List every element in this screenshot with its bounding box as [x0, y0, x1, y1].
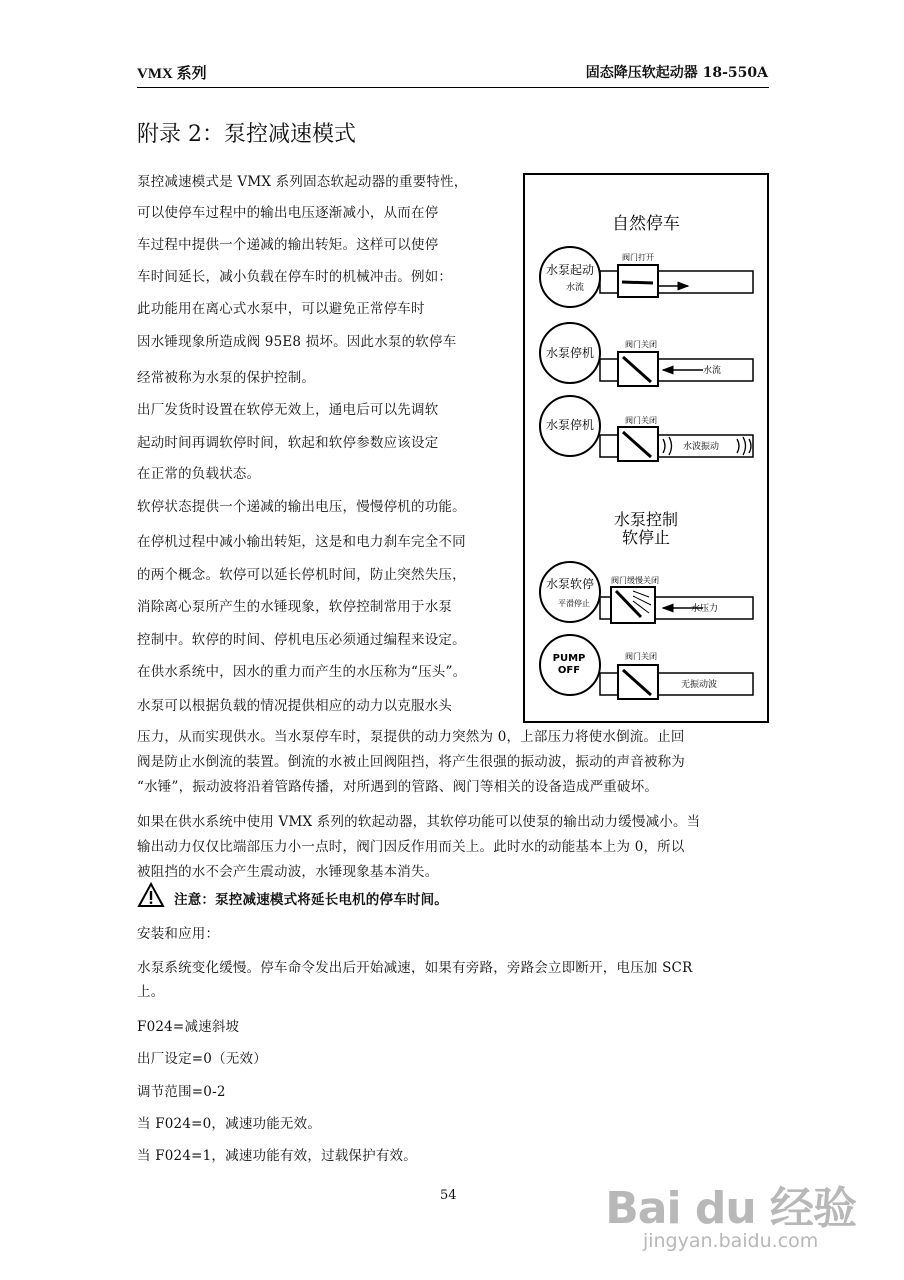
warning-icon	[137, 882, 165, 908]
body-line: 此功能用在离心式水泵中，可以避免正常停车时	[137, 301, 425, 317]
valve-label: 阀门关闭	[625, 340, 657, 349]
body-line: 控制中。软停的时间、停机电压必须通过编程来设定。	[137, 632, 466, 648]
header-series: VMX 系列	[137, 66, 207, 82]
body-line: 车时间延长，减小负载在停车时的机械冲击。例如：	[137, 269, 453, 285]
body-line: 压力，从而实现供水。当水泵停车时，泵提供的动力突然为 0，上部压力将使水倒流。止回	[137, 729, 685, 745]
body-line: 水泵可以根据负载的情况提供相应的动力以克服水头	[137, 698, 453, 714]
body-line: 水泵系统变化缓慢。停车命令发出后开始减速，如果有旁路，旁路会立即断开，电压加 SCR	[137, 960, 693, 976]
page-title: 附录 2：泵控减速模式	[137, 122, 356, 147]
header-rule	[137, 87, 769, 88]
body-line: 经常被称为水泵的保护控制。	[137, 370, 316, 386]
param-line: 当 F024=1，减速功能有效，过载保护有效。	[137, 1148, 417, 1164]
watermark-logo: Bai du 经验	[605, 1183, 856, 1234]
body-line: 在停机过程中减小输出转矩，这是和电力刹车完全不同	[137, 534, 466, 550]
pump-label: 水泵软停	[545, 577, 595, 591]
pump-control-title: 水泵控制	[613, 510, 679, 529]
body-line: 输出动力仅仅比端部压力小一点时，阀门因反作用而关上。此时水的动能基本上为 0，所以	[137, 839, 685, 855]
pump-stop-diagram	[523, 173, 769, 723]
pump-label: 水泵停机	[545, 418, 595, 432]
body-line: 起动时间再调软停时间，软起和软停参数应该设定	[137, 435, 439, 451]
body-line: 阀是防止水倒流的装置。倒流的水被止回阀阻挡，将产生很强的振动波，振动的声音被称为	[137, 754, 685, 770]
body-line: 在供水系统中，因水的重力而产生的水压称为“压头”。	[137, 664, 467, 680]
body-line: 可以使停车过程中的输出电压逐渐减小，从而在停	[137, 205, 439, 221]
valve-label: 阀门关闭	[625, 416, 657, 425]
body-line: 出厂发货时设置在软停无效上，通电后可以先调软	[137, 402, 439, 418]
body-line: “水锤”，振动波将沿着管路传播，对所遇到的管路、阀门等相关的设备造成严重破坏。	[137, 779, 659, 795]
valve-label: 阀门关闭	[625, 652, 657, 661]
pump-label: 水泵停机	[545, 346, 595, 360]
watermark-url: jingyan.baidu.com	[642, 1230, 819, 1252]
body-line: 泵控减速模式是 VMX 系列固态软起动器的重要特性，	[137, 174, 468, 190]
param-line: F024=减速斜坡	[137, 1019, 240, 1035]
header-product: 固态降压软起动器 18-550A	[585, 65, 768, 81]
smooth-stop-label: 平滑停止	[558, 599, 590, 608]
body-line: 上。	[137, 984, 165, 1000]
flow-label: 无振动波	[681, 680, 718, 690]
notice-text: 注意：泵控减速模式将延长电机的停车时间。	[174, 892, 448, 908]
flow-label: 水压力	[691, 604, 719, 614]
body-line: 如果在供水系统中使用 VMX 系列的软起动器，其软停功能可以使泵的输出动力缓慢减小。当	[137, 814, 701, 830]
valve-label: 阀门缓慢关闭	[611, 576, 659, 585]
watermark	[605, 1172, 856, 1252]
body-line: 被阻挡的水不会产生震动波，水锤现象基本消失。	[137, 864, 439, 880]
flow-label: 水流	[703, 366, 722, 376]
param-line: 当 F024=0，减速功能无效。	[137, 1116, 322, 1132]
valve-label: 阀门打开	[622, 253, 654, 262]
param-line: 调节范围=0-2	[137, 1084, 226, 1100]
flow-label: 水波振动	[683, 442, 720, 452]
page-number: 54	[440, 1188, 457, 1203]
install-heading: 安装和应用：	[137, 926, 220, 942]
pump-off-label: OFF	[557, 665, 581, 676]
body-line: 软停状态提供一个递减的输出电压，慢慢停机的功能。	[137, 499, 466, 515]
body-line: 消除离心泵所产生的水锤现象，软停控制常用于水泵	[137, 599, 453, 615]
flow-label: 水流	[565, 283, 585, 293]
pump-off-label: PUMP	[552, 653, 586, 664]
param-line: 出厂设定=0（无效）	[137, 1051, 267, 1067]
body-line: 因水锤现象所造成阀 95E8 损坏。因此水泵的软停车	[137, 334, 457, 350]
body-line: 在正常的负载状态。	[137, 466, 261, 482]
body-line: 车过程中提供一个递减的输出转矩。这样可以使停	[137, 237, 439, 253]
pump-control-subtitle: 软停止	[621, 528, 671, 547]
natural-stop-title: 自然停车	[612, 214, 680, 234]
pump-label: 水泵起动	[545, 263, 595, 277]
body-line: 的两个概念。软停可以延长停机时间，防止突然失压，	[137, 567, 466, 583]
